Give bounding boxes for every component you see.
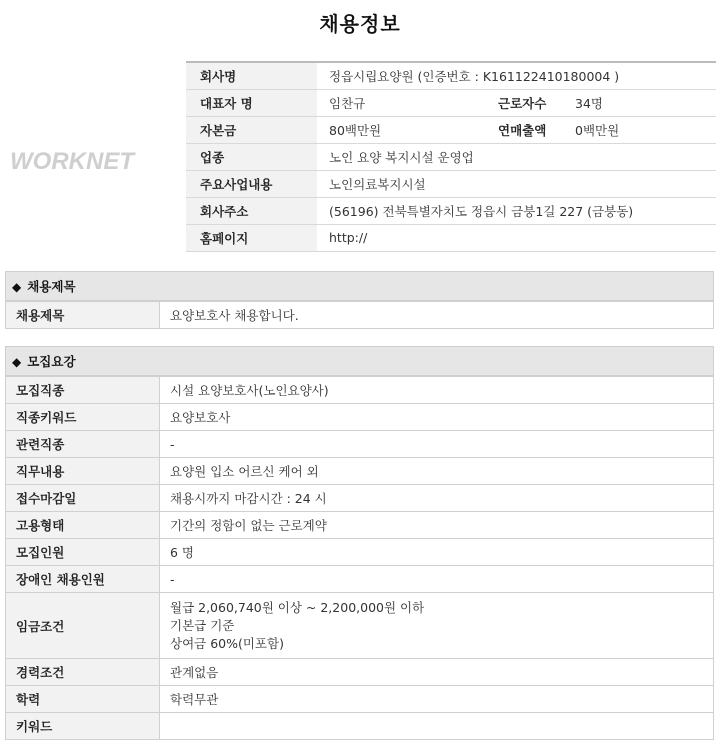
row-value: 요양원 입소 어르신 케어 외 bbox=[160, 458, 714, 485]
recruit-table bbox=[5, 376, 714, 740]
capital-label: 자본금 bbox=[186, 116, 317, 143]
diamond-bullet-icon: ◆ bbox=[12, 280, 22, 294]
workers-value: 34명 bbox=[563, 89, 716, 116]
table-row bbox=[6, 713, 714, 740]
company-name-label: 회사명 bbox=[186, 62, 317, 89]
row-value: 6 명 bbox=[160, 539, 714, 566]
recruit-section bbox=[5, 346, 714, 740]
company-row-capital bbox=[186, 116, 716, 143]
table-row bbox=[6, 485, 714, 512]
wage-line: 월급 2,060,740원 이상 ~ 2,200,000원 이하 bbox=[170, 599, 425, 615]
logo-text: WORKNET bbox=[10, 148, 134, 175]
diamond-bullet-icon: ◆ bbox=[12, 355, 22, 369]
wage-line: 상여금 60%(미포함) bbox=[170, 635, 284, 651]
capital-value: 80백만원 bbox=[317, 116, 486, 143]
company-row-homepage bbox=[186, 224, 716, 251]
row-value: - bbox=[160, 431, 714, 458]
job-title-section bbox=[5, 271, 714, 329]
row-label: 관련직종 bbox=[6, 431, 160, 458]
address-label: 회사주소 bbox=[186, 197, 317, 224]
table-row-wage bbox=[6, 593, 714, 659]
industry-value: 노인 요양 복지시설 운영업 bbox=[317, 143, 716, 170]
education-label: 학력 bbox=[6, 686, 160, 713]
homepage-label: 홈페이지 bbox=[186, 224, 317, 251]
row-label: 모집인원 bbox=[6, 539, 160, 566]
address-value: (56196) 전북특별자치도 정읍시 금붕1길 227 (금붕동) bbox=[317, 197, 716, 224]
workers-label: 근로자수 bbox=[486, 89, 563, 116]
row-value: 요양보호사 bbox=[160, 404, 714, 431]
table-row bbox=[6, 686, 714, 713]
ceo-label: 대표자 명 bbox=[186, 89, 317, 116]
recruit-section-header-label: 모집요강 bbox=[27, 354, 76, 369]
row-label: 고용형태 bbox=[6, 512, 160, 539]
company-info-table bbox=[186, 61, 716, 252]
table-row bbox=[6, 512, 714, 539]
business-label: 주요사업내용 bbox=[186, 170, 317, 197]
table-row bbox=[6, 302, 714, 329]
job-title-section-header-label: 채용제목 bbox=[27, 279, 76, 294]
row-label: 접수마감일 bbox=[6, 485, 160, 512]
worknet-logo bbox=[10, 148, 162, 178]
table-row bbox=[6, 539, 714, 566]
job-title-value: 요양보호사 채용합니다. bbox=[160, 302, 714, 329]
recruit-section-header bbox=[5, 346, 714, 376]
row-value: 채용시까지 마감시간 : 24 시 bbox=[160, 485, 714, 512]
row-label: 직종키워드 bbox=[6, 404, 160, 431]
row-label: 장애인 채용인원 bbox=[6, 566, 160, 593]
business-value: 노인의료복지시설 bbox=[317, 170, 716, 197]
company-row-name bbox=[186, 62, 716, 89]
keyword-value bbox=[160, 713, 714, 740]
job-title-table bbox=[5, 301, 714, 329]
table-row bbox=[6, 404, 714, 431]
row-label: 모집직종 bbox=[6, 377, 160, 404]
company-row-address bbox=[186, 197, 716, 224]
page-title: 채용정보 bbox=[319, 12, 401, 36]
keyword-label: 키워드 bbox=[6, 713, 160, 740]
industry-label: 업종 bbox=[186, 143, 317, 170]
wage-label: 임금조건 bbox=[6, 593, 160, 659]
row-value: 기간의 정함이 없는 근로계약 bbox=[160, 512, 714, 539]
sales-label: 연매출액 bbox=[486, 116, 563, 143]
row-value: 시설 요양보호사(노인요양사) bbox=[160, 377, 714, 404]
career-label: 경력조건 bbox=[6, 659, 160, 686]
table-row bbox=[6, 431, 714, 458]
education-value: 학력무관 bbox=[160, 686, 714, 713]
ceo-value: 임찬규 bbox=[317, 89, 486, 116]
table-row bbox=[6, 377, 714, 404]
homepage-link[interactable]: http:// bbox=[317, 224, 716, 251]
table-row bbox=[6, 566, 714, 593]
job-title-section-header bbox=[5, 271, 714, 301]
row-value: - bbox=[160, 566, 714, 593]
wage-line: 기본급 기준 bbox=[170, 617, 235, 633]
table-row bbox=[6, 659, 714, 686]
company-row-ceo bbox=[186, 89, 716, 116]
company-row-industry bbox=[186, 143, 716, 170]
job-title-label: 채용제목 bbox=[6, 302, 160, 329]
row-label: 직무내용 bbox=[6, 458, 160, 485]
sales-value: 0백만원 bbox=[563, 116, 716, 143]
company-name-value: 정읍시립요양원 (인증번호 : K161122410180004 ) bbox=[317, 62, 716, 89]
wage-value bbox=[160, 593, 714, 659]
company-row-business bbox=[186, 170, 716, 197]
career-value: 관계없음 bbox=[160, 659, 714, 686]
table-row bbox=[6, 458, 714, 485]
